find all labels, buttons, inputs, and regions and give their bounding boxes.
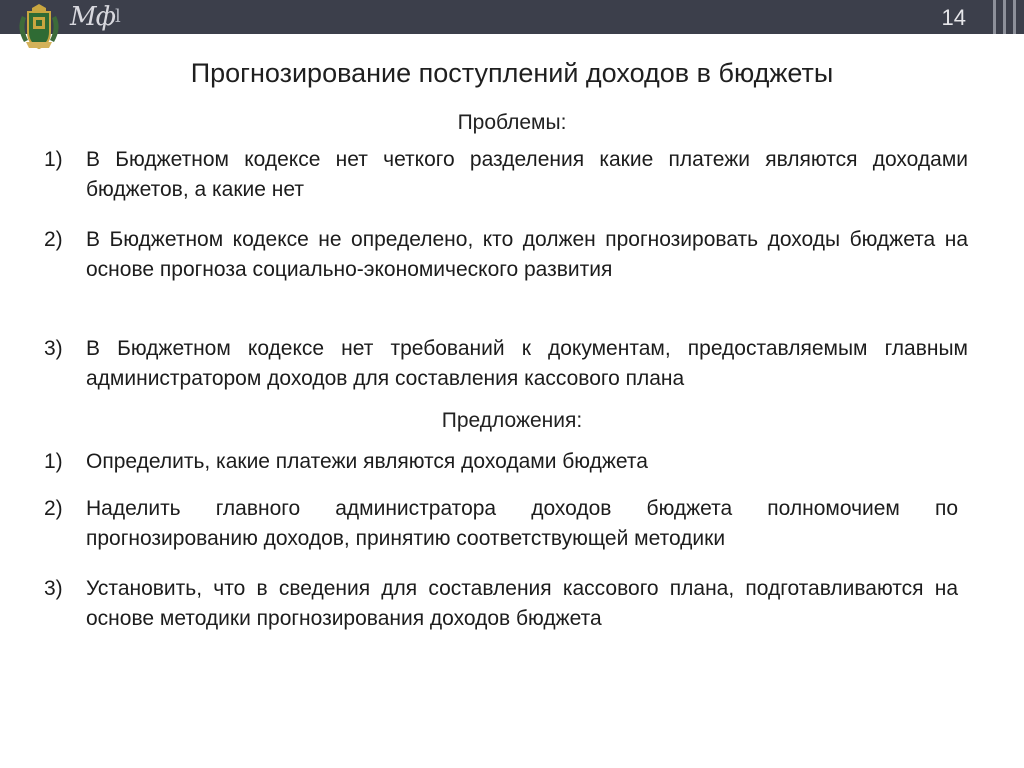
proposal-item-1: [44, 447, 968, 477]
problem-item-3: [44, 334, 968, 394]
list-number: 1): [44, 450, 63, 473]
top-bar: [0, 0, 1024, 34]
emblem-logo-icon: [14, 2, 64, 52]
list-text: Наделить главного администратора доходов бюджета полномочием по прогнозированию доходов, принятию соответствующей методики: [86, 497, 958, 550]
bar-divider: [1013, 0, 1016, 34]
problems-heading: Проблемы:: [457, 111, 567, 134]
list-number: 3): [44, 337, 63, 360]
list-text: В Бюджетном кодексе нет четкого разделения какие платежи являются доходами бюджетов, а какие нет: [86, 148, 968, 201]
problem-item-1: [44, 145, 968, 205]
bar-divider: [1003, 0, 1006, 34]
brand-logo: Мфl: [70, 2, 120, 32]
bar-divider: [993, 0, 996, 34]
proposal-item-3: [44, 574, 968, 634]
list-number: 3): [44, 577, 63, 600]
slide-title: Прогнозирование поступлений доходов в бюджеты: [190, 58, 834, 88]
list-number: 2): [44, 497, 63, 520]
list-text: Установить, что в сведения для составления кассового плана, подготавливаются на основе методики прогнозирования доходов бюджета: [86, 577, 958, 630]
list-text: Определить, какие платежи являются доходами бюджета: [86, 450, 648, 473]
list-text: В Бюджетном кодексе не определено, кто должен прогнозировать доходы бюджета на основе прогноза социально-экономического развития: [86, 228, 968, 281]
slide-number: 14: [941, 5, 966, 30]
proposal-item-2: [44, 494, 968, 554]
proposals-heading: Предложения:: [441, 409, 583, 432]
problem-item-2: [44, 225, 968, 285]
list-number: 1): [44, 148, 63, 171]
list-text: В Бюджетном кодексе нет требований к документам, предоставляемым главным администратором доходов для составления кассового плана: [86, 337, 968, 390]
list-number: 2): [44, 228, 63, 251]
